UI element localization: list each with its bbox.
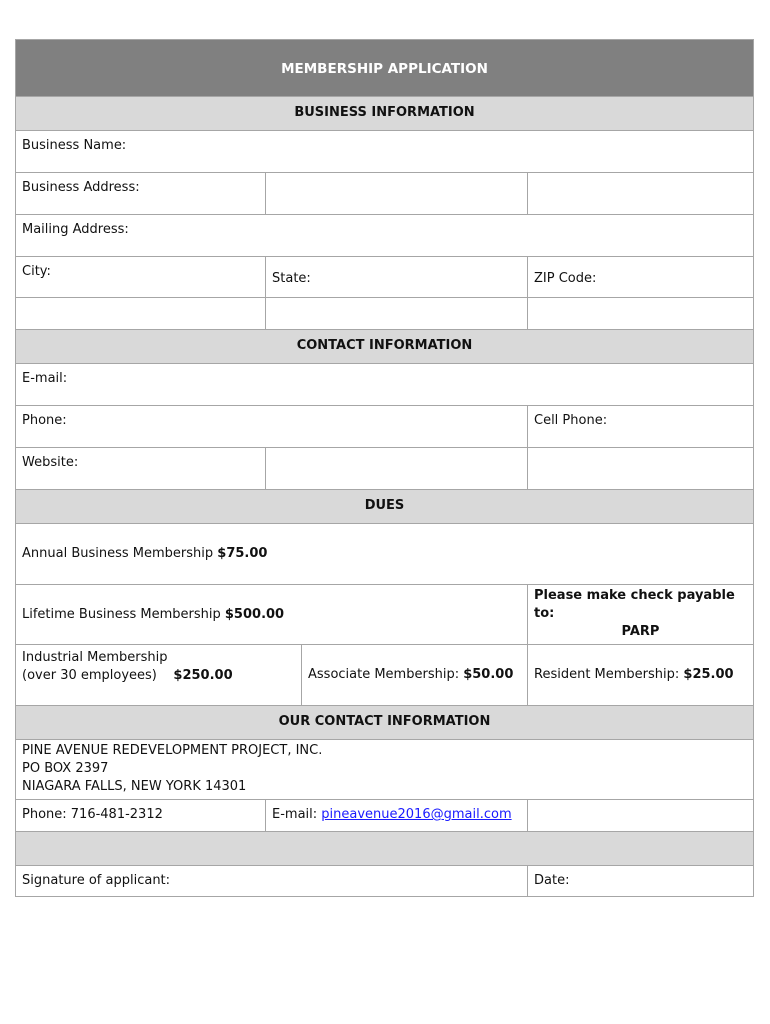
business-address-field-3[interactable]: [527, 172, 754, 215]
business-address-label: Business Address:: [22, 180, 140, 195]
industrial-membership-option[interactable]: [15, 644, 302, 706]
business-info-header: BUSINESS INFORMATION: [15, 96, 754, 131]
dues-header: DUES: [15, 489, 754, 524]
zip-field[interactable]: [527, 256, 754, 298]
city-input[interactable]: [15, 297, 266, 330]
date-field[interactable]: [527, 865, 754, 897]
lifetime-price: $500.00: [224, 606, 285, 622]
associate-label: Associate Membership:: [308, 667, 460, 682]
resident-price: $25.00: [683, 667, 734, 682]
payable-to: PARP: [621, 624, 660, 639]
zip-label: ZIP Code:: [534, 271, 597, 286]
state-field[interactable]: [265, 256, 528, 298]
gray-spacer-row: [15, 831, 754, 866]
associate-price: $50.00: [463, 667, 514, 682]
mailing-address-field[interactable]: [15, 214, 754, 257]
city-label: City:: [22, 264, 51, 279]
cell-phone-label: Cell Phone:: [534, 413, 608, 428]
phone-field[interactable]: [15, 405, 528, 448]
city-field[interactable]: [15, 256, 266, 298]
org-email: [265, 799, 528, 832]
business-address-field-2[interactable]: [265, 172, 528, 215]
email-field[interactable]: [15, 363, 754, 406]
org-blank: [527, 799, 754, 832]
org-name: PINE AVENUE REDEVELOPMENT PROJECT, INC.: [22, 743, 323, 758]
signature-label: Signature of applicant:: [22, 873, 171, 888]
website-field[interactable]: [15, 447, 266, 490]
state-label: State:: [272, 271, 311, 286]
phone-label: Phone:: [22, 413, 67, 428]
payable-note: [527, 584, 754, 645]
contact-info-header: CONTACT INFORMATION: [15, 329, 754, 364]
org-phone-text: Phone: 716-481-2312: [22, 807, 163, 822]
resident-membership-option[interactable]: [527, 644, 754, 706]
our-contact-header: OUR CONTACT INFORMATION: [15, 705, 754, 740]
zip-input[interactable]: [527, 297, 754, 330]
org-email-label: E-mail:: [272, 807, 318, 822]
mailing-address-label: Mailing Address:: [22, 222, 129, 237]
signature-field[interactable]: [15, 865, 528, 897]
org-email-link[interactable]: pineavenue2016@gmail.com: [321, 807, 512, 822]
org-phone: [15, 799, 266, 832]
org-po-box: PO BOX 2397: [22, 761, 109, 776]
annual-price: $75.00: [217, 546, 268, 561]
business-name-label: Business Name:: [22, 138, 127, 153]
website-input-3[interactable]: [527, 447, 754, 490]
associate-membership-option[interactable]: [301, 644, 528, 706]
industrial-label: Industrial Membership: [22, 650, 168, 665]
business-name-field[interactable]: [15, 130, 754, 173]
website-input-2[interactable]: [265, 447, 528, 490]
form-title: MEMBERSHIP APPLICATION: [15, 39, 754, 97]
org-city: NIAGARA FALLS, NEW YORK 14301: [22, 779, 247, 794]
state-input[interactable]: [265, 297, 528, 330]
email-label: E-mail:: [22, 371, 68, 386]
website-label: Website:: [22, 455, 79, 470]
date-label: Date:: [534, 873, 570, 888]
lifetime-membership-option[interactable]: [15, 584, 528, 645]
cell-phone-field[interactable]: [527, 405, 754, 448]
resident-label: Resident Membership:: [534, 667, 680, 682]
annual-membership-option[interactable]: [15, 523, 754, 585]
industrial-sub: (over 30 employees): [22, 668, 157, 683]
industrial-price: $250.00: [173, 668, 233, 683]
business-address-field[interactable]: [15, 172, 266, 215]
payable-text: Please make check payable to:: [534, 588, 735, 621]
lifetime-label: Lifetime Business Membership: [22, 606, 221, 622]
annual-label: Annual Business Membership: [22, 546, 214, 561]
org-address: [15, 739, 754, 800]
